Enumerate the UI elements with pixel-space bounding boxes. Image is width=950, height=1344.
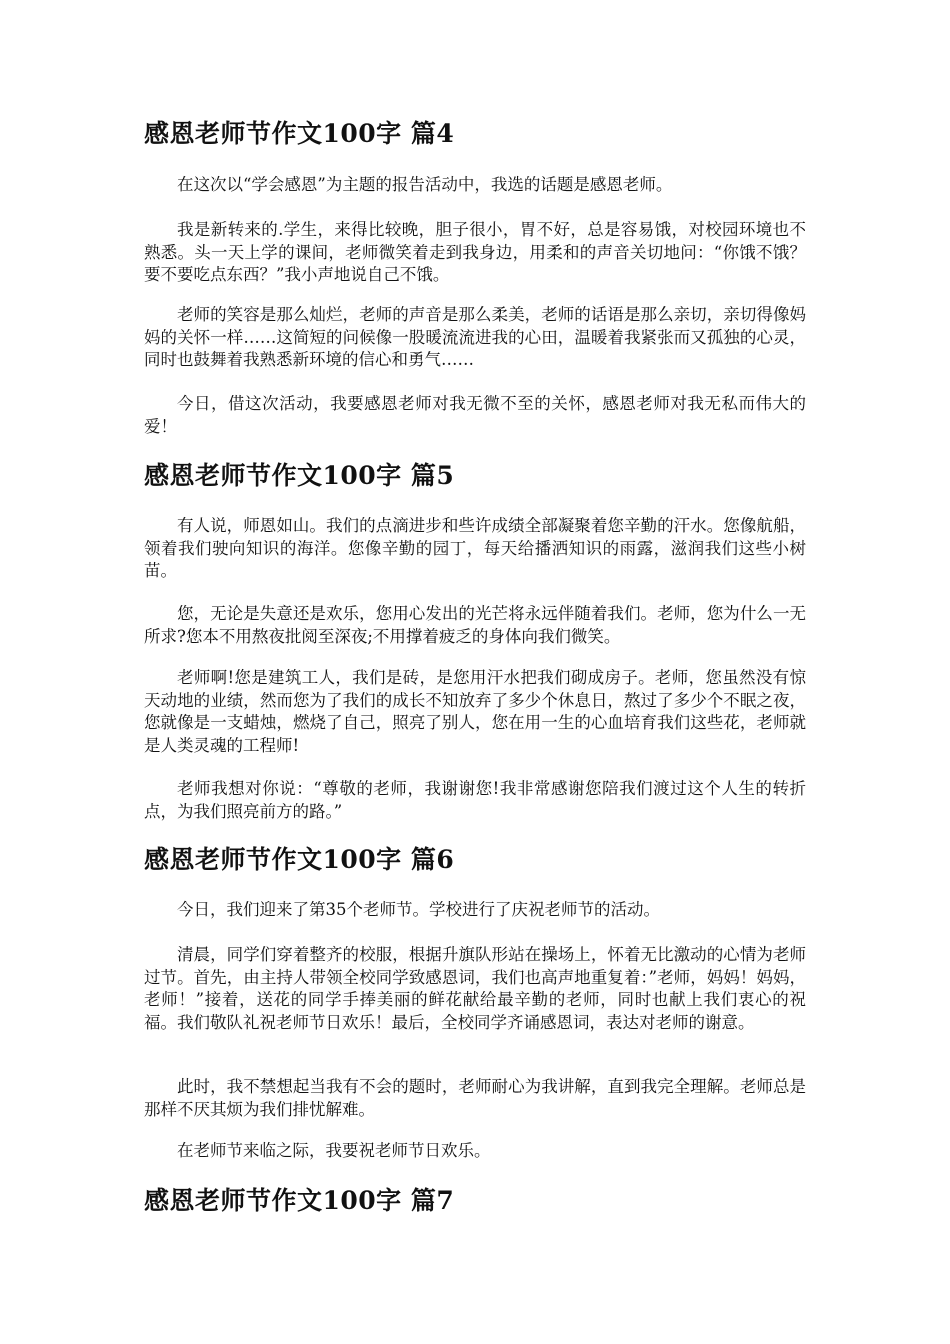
section-title-5: 感恩老师节作文100字 篇5 (144, 461, 455, 490)
paragraph: 清晨，同学们穿着整齐的校服，根据升旗队形站在操场上，怀着无比激动的心情为老师过节。首先，由主持人带领全校同学致感恩词，我们也高声地重复着：”老师，妈妈！妈妈，老师！”接着，送花的同学手捧美丽的鲜花献给最辛勤的老师，同时也献上我们衷心的祝福。我们敬队礼祝老师节日欢乐！最后，全校同学齐诵感恩词，表达对老师的谢意。 (144, 945, 806, 1032)
paragraph: 在这次以“学会感恩”为主题的报告活动中，我选的话题是感恩老师。 (177, 175, 673, 194)
paragraph: 今日，借这次活动，我要感恩老师对我无微不至的关怀，感恩老师对我无私而伟大的爱！ (144, 394, 806, 436)
section-title-6: 感恩老师节作文100字 篇6 (144, 845, 455, 874)
paragraph: 老师啊!您是建筑工人，我们是砖，是您用汗水把我们砌成房子。老师，您虽然没有惊天动地的业绩，然而您为了我们的成长不知放弃了多少个休息日，熬过了多少个不眠之夜，您就像是一支蜡烛，燃烧了自己，照亮了别人，您在用一生的心血培育我们这些花，老师就是人类灵魂的工程师! (144, 668, 806, 755)
paragraph: 此时，我不禁想起当我有不会的题时，老师耐心为我讲解，直到我完全理解。老师总是那样不厌其烦为我们排忧解难。 (144, 1077, 806, 1119)
paragraph: 老师我想对你说：“尊敬的老师，我谢谢您!我非常感谢您陪我们渡过这个人生的转折点，为我们照亮前方的路。” (144, 779, 806, 821)
paragraph: 我是新转来的.学生，来得比较晚，胆子很小，胃不好，总是容易饿，对校园环境也不熟悉。头一天上学的课间，老师微笑着走到我身边，用柔和的声音关切地问：“你饿不饿？要不要吃点东西？”我小声地说自己不饿。 (144, 220, 806, 285)
paragraph: 有人说，师恩如山。我们的点滴进步和些许成绩全部凝聚着您辛勤的汗水。您像航船，领着我们驶向知识的海洋。您像辛勤的园丁，每天给播洒知识的雨露，滋润我们这些小树苗。 (144, 516, 806, 581)
paragraph: 您，无论是失意还是欢乐，您用心发出的光芒将永远伴随着我们。老师，您为什么一无所求?您本不用熬夜批阅至深夜;不用撑着疲乏的身体向我们微笑。 (144, 604, 806, 646)
paragraph: 今日，我们迎来了第35个老师节。学校进行了庆祝老师节的活动。 (177, 900, 660, 919)
section-title-4: 感恩老师节作文100字 篇4 (144, 119, 455, 148)
paragraph: 在老师节来临之际，我要祝老师节日欢乐。 (177, 1141, 491, 1160)
paragraph: 老师的笑容是那么灿烂，老师的声音是那么柔美，老师的话语是那么亲切，亲切得像妈妈的关怀一样……这简短的问候像一股暖流流进我的心田，温暖着我紧张而又孤独的心灵，同时也鼓舞着我熟悉新环境的信心和勇气…… (144, 305, 806, 370)
section-title-7: 感恩老师节作文100字 篇7 (144, 1186, 455, 1215)
